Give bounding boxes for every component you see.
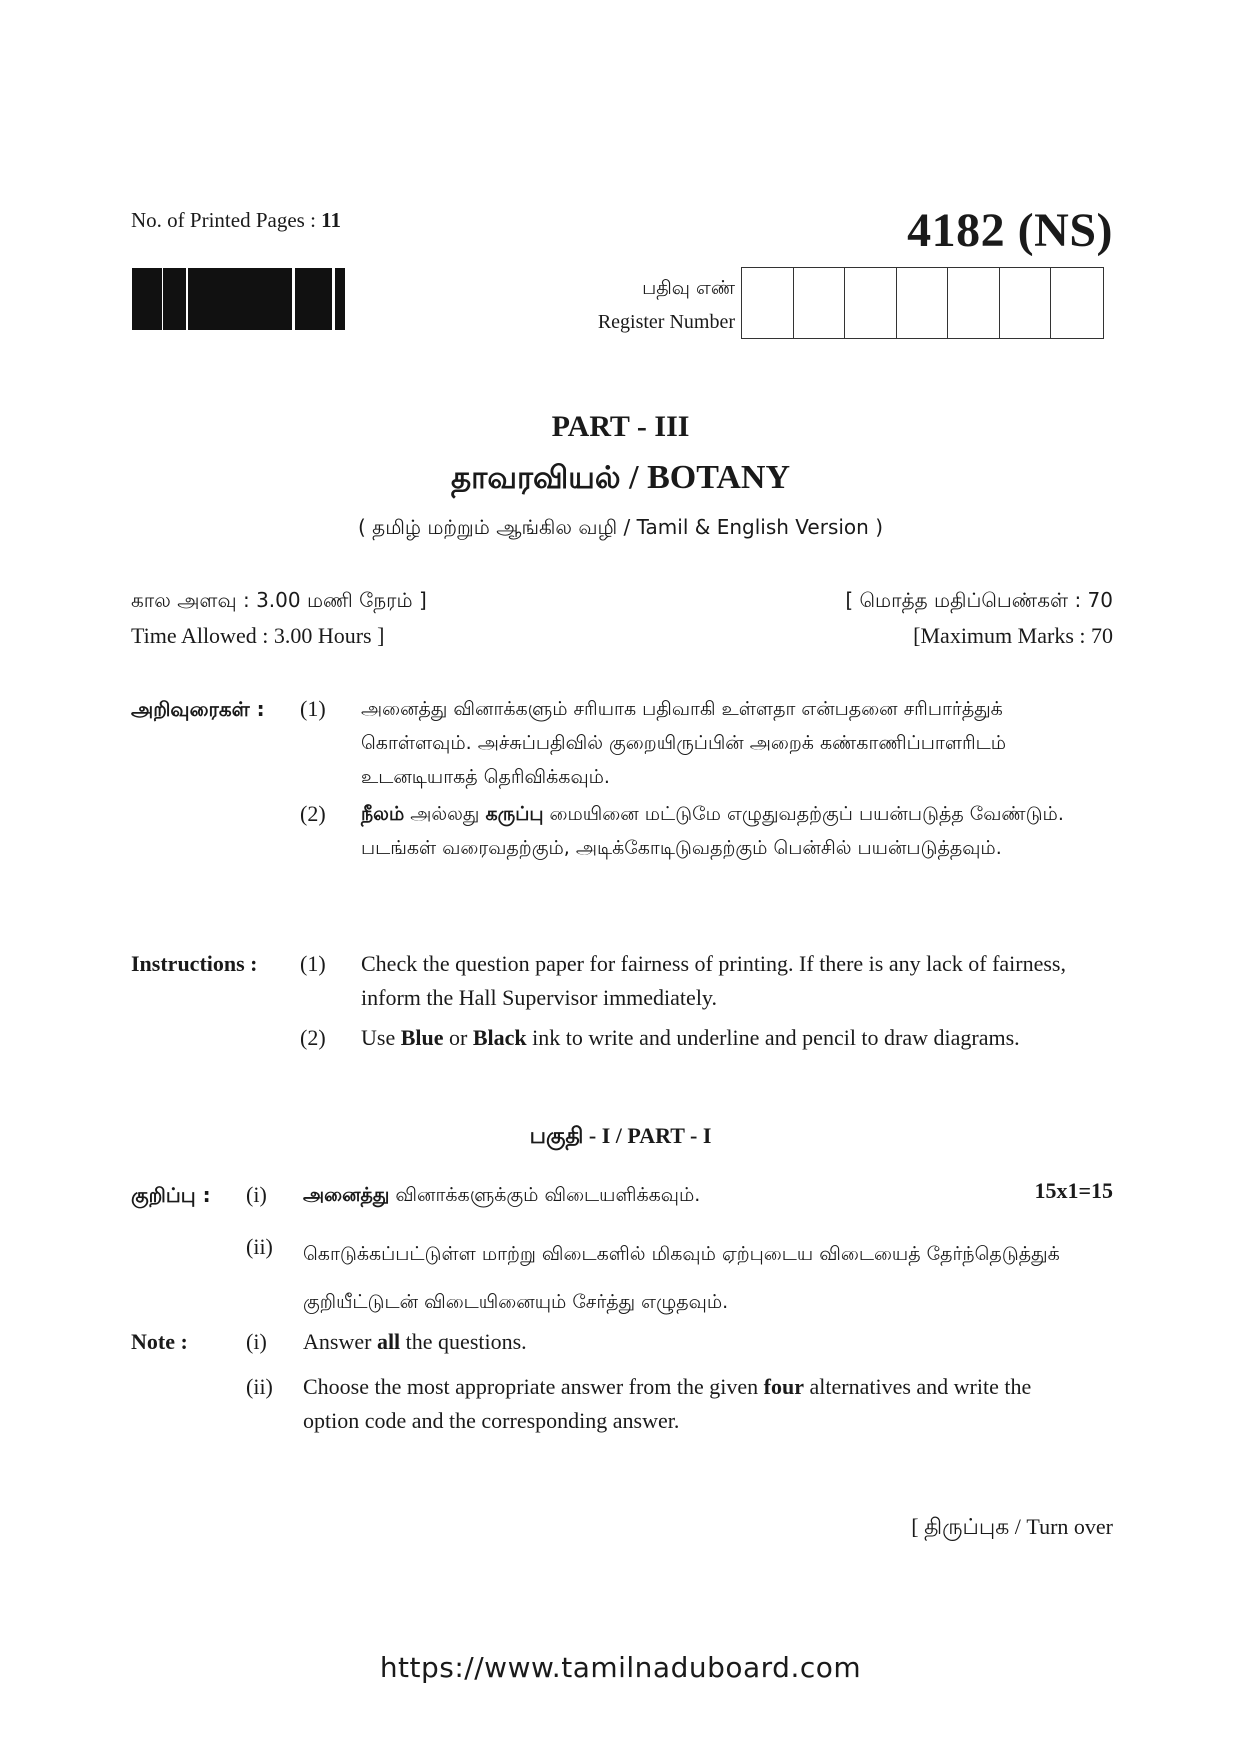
barcode-bar <box>234 268 236 330</box>
instruction-ta-text: அனைத்து வினாக்களும் சரியாக பதிவாகி உள்ளதா என்பதனை சரிபார்த்துக் கொள்ளவும். அச்சுப்பதிவில் குறையிருப்பின் அறைக் கண்காணிப்பாளரிடம் உடனடியாகத் தெரிவிக்கவும். <box>361 698 1007 788</box>
barcode-bar <box>156 268 157 330</box>
barcode-bar <box>296 268 298 330</box>
instructions-en-label: Instructions : <box>131 951 258 976</box>
barcode-bar <box>338 268 340 330</box>
barcode-bar <box>225 268 228 330</box>
instruction-en-number: (2) <box>300 1025 326 1050</box>
register-digit-box <box>897 268 949 338</box>
barcode-bar <box>221 268 222 330</box>
barcode-bar <box>246 268 247 330</box>
note-ta-text: கொடுக்கப்பட்டுள்ள மாற்று விடைகளில் மிகவும் ஏற்புடைய விடையைத் தேர்ந்தெடுத்துக் குறியீட்டுடன் விடையினையும் சேர்த்து எழுதவும். <box>303 1243 1060 1313</box>
register-digit-box <box>845 268 897 338</box>
barcode-bar <box>206 268 208 330</box>
barcode-bar <box>330 268 331 330</box>
barcode-bar <box>319 268 322 330</box>
instruction-en-text: Check the question paper for fairness of printing. If there is any lack of fairness, inform the Hall Supervisor immediately. <box>361 951 1066 1010</box>
barcode-bar <box>273 268 274 330</box>
barcode-bar <box>305 268 308 330</box>
barcode-bar <box>214 268 215 330</box>
barcode-bar <box>252 268 255 330</box>
barcode-bar <box>155 268 156 330</box>
barcode-bar <box>163 268 165 330</box>
barcode-bar <box>165 268 166 330</box>
barcode-bar <box>173 268 175 330</box>
barcode <box>131 268 345 330</box>
barcode-bar <box>309 268 312 330</box>
barcode-bar <box>178 268 179 330</box>
barcode-bar <box>243 268 246 330</box>
barcode-bar <box>183 268 184 330</box>
barcode-bar <box>191 268 192 330</box>
barcode-bar <box>210 268 213 330</box>
barcode-bar <box>168 268 171 330</box>
barcode-bar <box>237 268 238 330</box>
barcode-bar <box>200 268 203 330</box>
register-digit-box <box>742 268 794 338</box>
barcode-bar <box>208 268 210 330</box>
barcode-bar <box>192 268 195 330</box>
emphasis-black: கருப்பு <box>485 803 544 825</box>
emphasis-black: Black <box>472 1025 527 1050</box>
part-heading: PART - III <box>551 410 690 443</box>
note-ta-number: (i) <box>246 1182 267 1207</box>
barcode-bar <box>230 268 232 330</box>
barcode-bar <box>340 268 342 330</box>
barcode-bar <box>218 268 221 330</box>
barcode-bar <box>228 268 229 330</box>
barcode-bar <box>195 268 197 330</box>
instruction-text-fragment: Use <box>361 1025 401 1050</box>
barcode-bar <box>287 268 289 330</box>
note-en-text <box>303 1325 527 1359</box>
time-allowed-ta: கால அளவு : 3.00 மணி நேரம் ] <box>131 588 427 612</box>
barcode-bar <box>157 268 159 330</box>
barcode-bar <box>133 268 135 330</box>
barcode-bar <box>322 268 323 330</box>
barcode-bar <box>315 268 318 330</box>
note-en-number: (i) <box>246 1329 267 1354</box>
instruction-ta-text <box>361 797 1112 865</box>
note-ta-text <box>303 1178 700 1212</box>
note-en-label: Note : <box>131 1329 188 1354</box>
barcode-bar <box>145 268 148 330</box>
barcode-bar <box>268 268 270 330</box>
turn-over: [ திருப்புக / Turn over <box>911 1514 1113 1539</box>
barcode-bar <box>265 268 268 330</box>
barcode-bar <box>232 268 234 330</box>
barcode-bar <box>236 268 237 330</box>
barcode-bar <box>203 268 206 330</box>
instruction-en-text <box>361 1021 1121 1055</box>
barcode-bar <box>274 268 277 330</box>
barcode-bar <box>142 268 145 330</box>
barcode-bar <box>180 268 181 330</box>
subject-separator: / <box>620 459 648 496</box>
time-allowed-en: Time Allowed : 3.00 Hours ] <box>131 623 385 648</box>
barcode-bar <box>166 268 168 330</box>
barcode-bar <box>277 268 278 330</box>
barcode-bar <box>300 268 301 330</box>
emphasis-blue: Blue <box>400 1025 444 1050</box>
barcode-bar <box>327 268 330 330</box>
instruction-en-number: (1) <box>300 951 326 976</box>
barcode-bar <box>247 268 249 330</box>
instruction-ta-number: (1) <box>300 696 326 721</box>
barcode-bar <box>308 268 309 330</box>
barcode-bar <box>257 268 260 330</box>
barcode-bar <box>291 268 292 330</box>
version-line: ( தமிழ் மற்றும் ஆங்கில வழி / Tamil & English Version ) <box>358 515 883 539</box>
register-number-boxes <box>741 267 1104 339</box>
instruction-text-fragment: or <box>443 1025 473 1050</box>
barcode-bar <box>290 268 291 330</box>
barcode-bar <box>299 268 300 330</box>
barcode-bar <box>295 268 296 330</box>
note-text-fragment: Answer <box>303 1329 377 1354</box>
barcode-bar <box>336 268 338 330</box>
subject-title <box>0 459 1241 500</box>
barcode-bar <box>344 268 345 330</box>
barcode-bar <box>184 268 186 330</box>
maximum-marks-ta: [ மொத்த மதிப்பெண்கள் : 70 <box>845 588 1113 612</box>
barcode-bar <box>175 268 178 330</box>
barcode-bar <box>132 268 133 330</box>
barcode-bar <box>135 268 136 330</box>
note-ta-number: (ii) <box>246 1234 273 1259</box>
barcode-bar <box>301 268 303 330</box>
barcode-bar <box>188 268 191 330</box>
emphasis-four: four <box>763 1374 804 1399</box>
note-en-text <box>303 1370 1083 1438</box>
register-label-ta: பதிவு எண் <box>642 277 735 299</box>
barcode-bar <box>139 268 142 330</box>
instruction-ta-number: (2) <box>300 801 326 826</box>
barcode-bar <box>331 268 332 330</box>
barcode-bar <box>181 268 183 330</box>
barcode-bar <box>217 268 218 330</box>
paper-code: 4182 (NS) <box>907 204 1113 257</box>
subject-ta: தாவரவியல் <box>450 460 621 496</box>
barcode-bar <box>325 268 326 330</box>
barcode-bar <box>318 268 319 330</box>
instruction-text-fragment: ink to write and underline and pencil to draw diagrams. <box>526 1025 1020 1050</box>
barcode-bar <box>260 268 262 330</box>
emphasis-blue: நீலம் <box>361 803 405 825</box>
barcode-bar <box>152 268 155 330</box>
barcode-bar <box>215 268 217 330</box>
emphasis-all: all <box>376 1329 401 1354</box>
barcode-bar <box>326 268 327 330</box>
instruction-text-fragment: அல்லது <box>404 803 486 825</box>
barcode-bar <box>342 268 344 330</box>
barcode-bar <box>148 268 149 330</box>
note-en-number: (ii) <box>246 1374 273 1399</box>
subject-en: BOTANY <box>647 459 791 496</box>
instructions-ta-label: அறிவுரைகள் : <box>131 697 265 721</box>
barcode-bar <box>278 268 281 330</box>
barcode-bar <box>159 268 161 330</box>
barcode-bar <box>298 268 299 330</box>
barcode-bar <box>213 268 214 330</box>
maximum-marks-en: [Maximum Marks : 70 <box>913 623 1113 648</box>
barcode-bar <box>312 268 313 330</box>
footer-url[interactable]: https://www.tamilnaduboard.com <box>379 1651 862 1684</box>
barcode-bar <box>249 268 252 330</box>
barcode-bar <box>270 268 273 330</box>
barcode-bar <box>282 268 284 330</box>
barcode-bar <box>136 268 139 330</box>
section-heading: பகுதி - I / PART - I <box>529 1123 712 1148</box>
barcode-bar <box>239 268 241 330</box>
barcode-bar <box>323 268 325 330</box>
printed-pages-value: 11 <box>321 208 341 232</box>
register-digit-box <box>1051 268 1103 338</box>
barcode-bar <box>255 268 257 330</box>
barcode-bar <box>179 268 180 330</box>
barcode-bar <box>171 268 173 330</box>
printed-pages-label: No. of Printed Pages : <box>131 208 322 232</box>
note-text-fragment: வினாக்களுக்கும் விடையளிக்கவும். <box>389 1184 701 1206</box>
barcode-bar <box>303 268 305 330</box>
marks-scheme: 15x1=15 <box>1034 1178 1113 1203</box>
instruction-text-fragment: மையினை மட்டுமே எழுதுவதற்குப் பயன்படுத்த வேண்டும். படங்கள் வரைவதற்கும், அடிக்கோடிடுவதற்கும் பென்சில் பயன்படுத்தவும். <box>361 803 1064 859</box>
note-text-fragment: alternatives and write the option code and the corresponding answer. <box>303 1374 1032 1433</box>
register-label-en: Register Number <box>597 311 735 333</box>
note-text-fragment: the questions. <box>400 1329 527 1354</box>
barcode-bar <box>281 268 282 330</box>
barcode-bar <box>284 268 287 330</box>
barcode-bar <box>313 268 315 330</box>
emphasis-all: அனைத்து <box>303 1184 390 1206</box>
barcode-bar <box>289 268 290 330</box>
barcode-bar <box>241 268 243 330</box>
barcode-bar <box>229 268 230 330</box>
barcode-bar <box>161 268 162 330</box>
register-number-label <box>530 271 735 339</box>
barcode-bar <box>262 268 265 330</box>
printed-pages <box>131 208 341 233</box>
barcode-bar <box>335 268 336 330</box>
barcode-bar <box>222 268 225 330</box>
register-digit-box <box>948 268 1000 338</box>
register-digit-box <box>1000 268 1052 338</box>
barcode-bar <box>197 268 200 330</box>
barcode-bar <box>149 268 152 330</box>
register-digit-box <box>794 268 846 338</box>
note-ta-label: குறிப்பு : <box>131 1183 211 1207</box>
barcode-bar <box>238 268 239 330</box>
note-text-fragment: Choose the most appropriate answer from the given <box>303 1374 764 1399</box>
